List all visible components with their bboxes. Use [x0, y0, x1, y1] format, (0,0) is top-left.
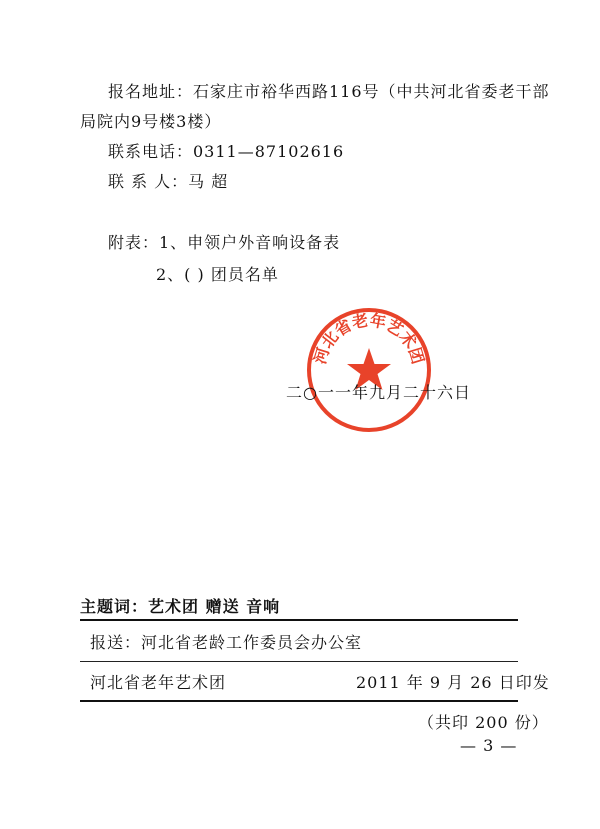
cc-line: 报送：河北省老龄工作委员会办公室: [90, 633, 363, 652]
copies-note: （共印 200 份）: [418, 713, 549, 732]
address-line-1: 报名地址：石家庄市裕华西路116号（中共河北省委老干部: [108, 82, 550, 101]
phone-line: 联系电话：0311—87102616: [108, 142, 345, 161]
attachment-1: 附表：1、申领户外音响设备表: [108, 233, 341, 252]
issuer: 河北省老年艺术团: [90, 673, 227, 692]
issue-date: 2011 年 9 月 26 日印发: [356, 673, 550, 692]
page-number: — 3 —: [460, 736, 518, 755]
address-line-2: 局院内9号楼3楼）: [80, 112, 222, 131]
seal-ring-text: 河北省老年艺术团: [310, 310, 428, 367]
divider-middle: [80, 661, 518, 662]
official-seal: [305, 306, 433, 434]
keywords: 艺术团 赠送 音响: [148, 597, 281, 616]
document-date: 二○一一年九月二十六日: [286, 383, 471, 402]
divider-top: [80, 619, 518, 621]
divider-bottom: [80, 700, 518, 702]
keywords-label: 主题词：: [80, 597, 149, 616]
contact-line: 联 系 人：马 超: [108, 172, 229, 191]
attachment-2: 2、( ) 团员名单: [156, 265, 279, 284]
keywords-line: [80, 594, 280, 617]
